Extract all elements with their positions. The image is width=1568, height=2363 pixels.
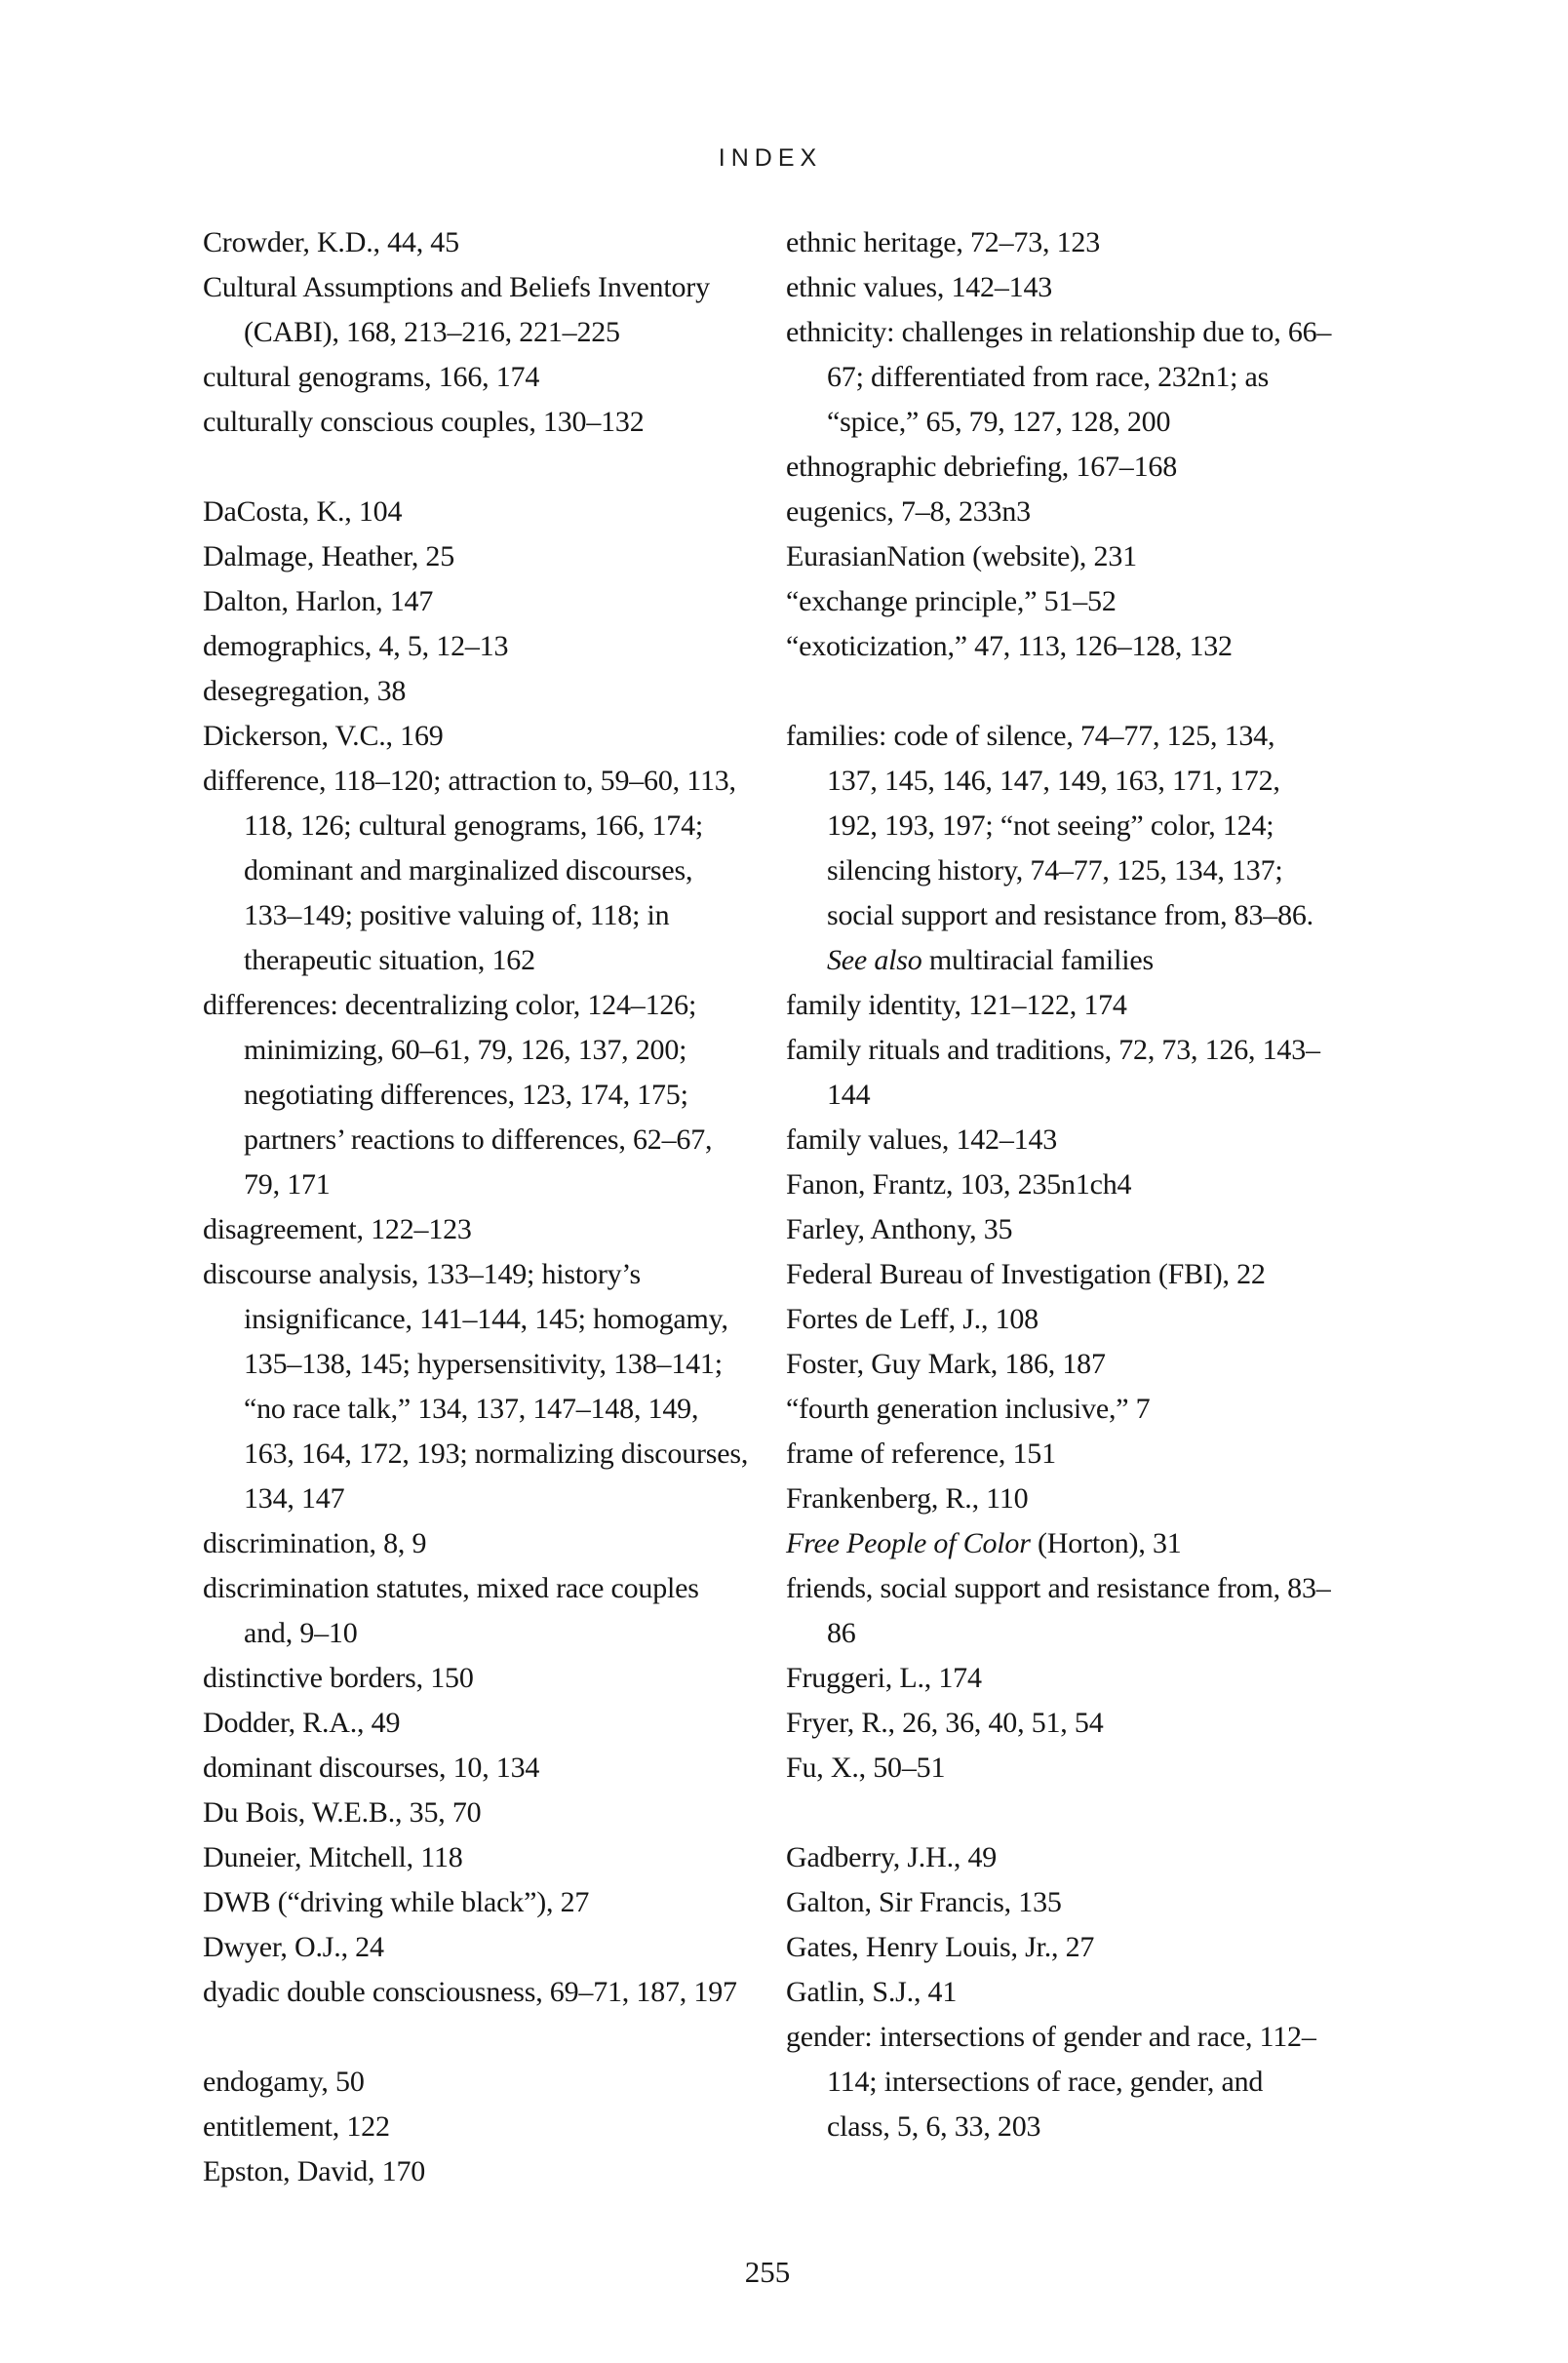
index-entry-text: Gates, Henry Louis, Jr., 27 bbox=[786, 1931, 1095, 1963]
index-entry bbox=[203, 1970, 751, 2015]
index-entry bbox=[786, 983, 1332, 1028]
index-entry bbox=[786, 1566, 1332, 1656]
index-entry bbox=[203, 2149, 751, 2194]
index-entry-text: DWB (“driving while black”), 27 bbox=[203, 1886, 590, 1918]
index-entry-text: ethnic values, 142–143 bbox=[786, 271, 1053, 303]
index-entry bbox=[203, 669, 751, 714]
index-entry bbox=[786, 1162, 1332, 1207]
index-entry-text: multiracial families bbox=[921, 944, 1154, 976]
index-entry-text: “fourth generation inclusive,” 7 bbox=[786, 1393, 1151, 1425]
index-entry-text-italic: See also bbox=[827, 944, 922, 976]
index-entry bbox=[203, 220, 751, 265]
index-entry bbox=[203, 1791, 751, 1835]
index-entry bbox=[786, 1701, 1332, 1746]
index-entry-text: Dodder, R.A., 49 bbox=[203, 1707, 401, 1739]
index-entry bbox=[203, 1835, 751, 1880]
index-entry-text: friends, social support and resistance from, 83–86 bbox=[786, 1572, 1331, 1649]
index-entry bbox=[203, 1566, 751, 1656]
index-entry bbox=[203, 2060, 751, 2105]
index-entry bbox=[786, 265, 1332, 310]
index-entry-text: dyadic double consciousness, 69–71, 187, 197 bbox=[203, 1976, 737, 2008]
index-entry bbox=[786, 220, 1332, 265]
index-entry bbox=[786, 1746, 1332, 1791]
index-entry bbox=[203, 1880, 751, 1925]
index-entry-text: Foster, Guy Mark, 186, 187 bbox=[786, 1348, 1106, 1380]
index-entry bbox=[786, 445, 1332, 490]
index-entry-text: demographics, 4, 5, 12–13 bbox=[203, 630, 509, 662]
index-entry-text: discourse analysis, 133–149; history’s insignificance, 141–144, 145; homogamy, 135–138, 145; hypersensitivity, 138–141; “no race talk,” 134, 137, 147–148, 149, 163, 164, 172, 193; normalizing discourses, 134, 147 bbox=[203, 1258, 749, 1515]
index-entry bbox=[786, 1028, 1332, 1118]
index-entry-text: eugenics, 7–8, 233n3 bbox=[786, 495, 1031, 528]
index-entry-text: Fortes de Leff, J., 108 bbox=[786, 1303, 1039, 1335]
index-entry-text: Dalton, Harlon, 147 bbox=[203, 585, 434, 617]
index-entry bbox=[203, 1656, 751, 1701]
index-entry-text: family values, 142–143 bbox=[786, 1123, 1058, 1156]
index-entry-text: family rituals and traditions, 72, 73, 126, 143–144 bbox=[786, 1034, 1320, 1111]
index-entry bbox=[786, 534, 1332, 579]
index-entry-text: “exoticization,” 47, 113, 126–128, 132 bbox=[786, 630, 1233, 662]
index-entry bbox=[203, 1521, 751, 1566]
index-entry-text: Crowder, K.D., 44, 45 bbox=[203, 226, 459, 258]
index-entry bbox=[786, 1252, 1332, 1297]
index-entry bbox=[786, 1925, 1332, 1970]
index-entry-text: Fruggeri, L., 174 bbox=[786, 1662, 982, 1694]
index-entry bbox=[203, 624, 751, 669]
index-entry bbox=[203, 1207, 751, 1252]
index-entry-text: Fryer, R., 26, 36, 40, 51, 54 bbox=[786, 1707, 1104, 1739]
index-entry-text: Gatlin, S.J., 41 bbox=[786, 1976, 958, 2008]
index-entry-text: entitlement, 122 bbox=[203, 2110, 390, 2143]
index-entry bbox=[786, 1835, 1332, 1880]
text-block bbox=[203, 0, 1332, 2363]
index-entry bbox=[786, 624, 1332, 669]
index-entry-text: culturally conscious couples, 130–132 bbox=[203, 406, 645, 438]
index-entry-text: Cultural Assumptions and Beliefs Inventory (CABI), 168, 213–216, 221–225 bbox=[203, 271, 710, 348]
index-entry-text: ethnographic debriefing, 167–168 bbox=[786, 451, 1177, 483]
index-entry bbox=[786, 2015, 1332, 2149]
index-entry bbox=[786, 1880, 1332, 1925]
index-entry-text: distinctive borders, 150 bbox=[203, 1662, 474, 1694]
index-entry-text: Farley, Anthony, 35 bbox=[786, 1213, 1013, 1245]
index-column-right bbox=[786, 220, 1332, 2194]
index-entry-text: “exchange principle,” 51–52 bbox=[786, 585, 1117, 617]
index-entry-text: gender: intersections of gender and race, 112–114; intersections of race, gender, and class, 5, 6, 33, 203 bbox=[786, 2021, 1316, 2143]
index-entry bbox=[203, 534, 751, 579]
index-entry bbox=[203, 759, 751, 983]
page-number: 255 bbox=[744, 2255, 791, 2289]
running-head: INDEX bbox=[718, 144, 823, 172]
index-entry-text: EurasianNation (website), 231 bbox=[786, 540, 1137, 572]
index-entry bbox=[203, 355, 751, 400]
index-entry bbox=[203, 2105, 751, 2149]
index-entry bbox=[203, 579, 751, 624]
index-entry bbox=[786, 1207, 1332, 1252]
index-columns bbox=[203, 220, 1332, 2194]
index-entry bbox=[786, 1387, 1332, 1432]
index-entry-text: endogamy, 50 bbox=[203, 2066, 365, 2098]
index-entry-text-italic: Free People of Color bbox=[786, 1527, 1031, 1559]
index-entry-text: Fanon, Frantz, 103, 235n1ch4 bbox=[786, 1168, 1132, 1201]
index-entry-text: Gadberry, J.H., 49 bbox=[786, 1841, 998, 1873]
index-entry bbox=[786, 714, 1332, 983]
index-entry bbox=[786, 1432, 1332, 1477]
index-entry bbox=[786, 490, 1332, 534]
index-entry-text: (Horton), 31 bbox=[1030, 1527, 1182, 1559]
index-entry bbox=[786, 1342, 1332, 1387]
index-entry bbox=[203, 1925, 751, 1970]
index-column-left bbox=[203, 220, 751, 2194]
index-entry bbox=[786, 579, 1332, 624]
index-entry-text: Dalmage, Heather, 25 bbox=[203, 540, 455, 572]
index-entry-text: desegregation, 38 bbox=[203, 675, 407, 707]
index-entry bbox=[203, 1746, 751, 1791]
index-entry bbox=[203, 265, 751, 355]
index-entry bbox=[203, 1252, 751, 1521]
index-entry bbox=[786, 1477, 1332, 1521]
index-entry-text: Fu, X., 50–51 bbox=[786, 1752, 946, 1784]
index-entry bbox=[786, 1521, 1332, 1566]
index-entry-text: frame of reference, 151 bbox=[786, 1437, 1056, 1470]
index-entry bbox=[203, 983, 751, 1207]
index-entry-text: DaCosta, K., 104 bbox=[203, 495, 403, 528]
index-entry-text: Dickerson, V.C., 169 bbox=[203, 720, 444, 752]
index-entry-text: ethnicity: challenges in relationship due to, 66–67; differentiated from race, 232n1; as “spice,” 65, 79, 127, 128, 200 bbox=[786, 316, 1332, 438]
index-entry-text: cultural genograms, 166, 174 bbox=[203, 361, 540, 393]
index-entry-text: disagreement, 122–123 bbox=[203, 1213, 472, 1245]
index-entry-text: ethnic heritage, 72–73, 123 bbox=[786, 226, 1101, 258]
index-entry bbox=[786, 310, 1332, 445]
index-entry-text: discrimination, 8, 9 bbox=[203, 1527, 427, 1559]
index-entry bbox=[786, 1118, 1332, 1162]
index-entry bbox=[786, 1970, 1332, 2015]
index-entry-text: Duneier, Mitchell, 118 bbox=[203, 1841, 463, 1873]
index-entry-text: Du Bois, W.E.B., 35, 70 bbox=[203, 1796, 482, 1829]
index-entry bbox=[203, 490, 751, 534]
index-entry-text: differences: decentralizing color, 124–126; minimizing, 60–61, 79, 126, 137, 200; negotiating differences, 123, 174, 175; partners’ reactions to differences, 62–67, 79, 171 bbox=[203, 989, 713, 1201]
index-entry bbox=[203, 1701, 751, 1746]
index-entry-text: families: code of silence, 74–77, 125, 134, 137, 145, 146, 147, 149, 163, 171, 172, 192, 193, 197; “not seeing” color, 124; silencing history, 74–77, 125, 134, 137; social support and resistance from, 83–86. bbox=[786, 720, 1313, 931]
index-entry-text: Frankenberg, R., 110 bbox=[786, 1482, 1029, 1515]
index-entry bbox=[786, 1656, 1332, 1701]
index-entry bbox=[203, 714, 751, 759]
index-entry-text: Epston, David, 170 bbox=[203, 2155, 426, 2187]
index-entry-text: difference, 118–120; attraction to, 59–60, 113, 118, 126; cultural genograms, 166, 174; dominant and marginalized discourses, 133–149; positive valuing of, 118; in therapeutic situation, 162 bbox=[203, 765, 736, 976]
index-entry-text: discrimination statutes, mixed race couples and, 9–10 bbox=[203, 1572, 699, 1649]
index-entry-text: family identity, 121–122, 174 bbox=[786, 989, 1127, 1021]
index-entry bbox=[786, 1297, 1332, 1342]
index-entry bbox=[203, 400, 751, 445]
index-entry-text: Dwyer, O.J., 24 bbox=[203, 1931, 384, 1963]
index-entry-text: Federal Bureau of Investigation (FBI), 22 bbox=[786, 1258, 1266, 1290]
index-entry-text: Galton, Sir Francis, 135 bbox=[786, 1886, 1062, 1918]
index-entry-text: dominant discourses, 10, 134 bbox=[203, 1752, 540, 1784]
